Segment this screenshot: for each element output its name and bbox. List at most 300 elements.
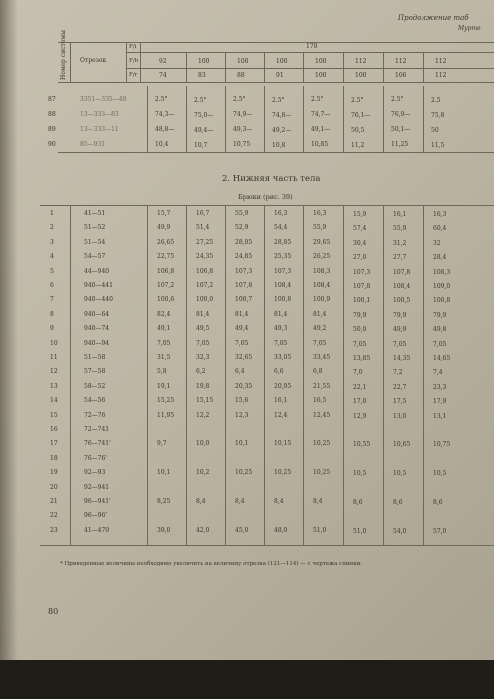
table-cell: 51,0 [353,527,367,535]
table-cell: 10,25 [313,440,331,448]
header-value: 112 [435,58,447,65]
table-cell: 60,4 [433,225,447,233]
table-cell: 7,05 [433,340,447,348]
table-cell: 27,0 [353,254,367,262]
table-cell: 12,2 [196,411,210,419]
row-number: 20 [50,483,58,491]
table-cell: 100,8 [433,297,451,305]
table-cell: 15,25 [157,397,175,405]
table-cell: 10,55 [353,441,371,449]
table-cell: 11,95 [157,411,175,419]
running-head: Продолжение таб [398,14,469,22]
column-rule [343,205,344,545]
table-cell: 22,75 [157,253,175,261]
row-number: 89 [48,126,56,133]
table-cell: 81,4 [235,310,249,318]
table-cell: 2.5 [431,97,441,104]
table-cell: 55,9 [235,210,249,217]
table-cell: 10,85 [311,141,329,148]
row-number: 3 [50,238,54,246]
header-value: 100 [315,72,327,79]
table-cell: 22,7 [393,383,407,391]
table-cell: 2.5° [272,97,285,104]
table-cell: 15,15 [196,397,214,405]
segment-label: 54—56 [84,397,106,405]
table-cell: 108,3 [313,267,331,275]
table-cell: 8,25 [157,498,171,505]
table-cell: 33,45 [313,354,331,361]
column-rule [140,42,141,82]
table-cell: 79,9 [393,311,407,319]
table-cell: 12,4 [274,411,288,419]
segment-label: 92—941 [84,483,110,491]
table-cell: 108,4 [274,282,292,289]
table-cell: 12,45 [313,411,331,419]
table-cell: 15,9 [353,211,367,218]
table-cell: 13,1 [433,412,447,420]
segment-label: 58—52 [84,382,106,390]
segment-label: 940—441 [84,282,113,289]
table-cell: 10,7 [194,142,208,149]
table-cell: 10,75 [433,441,451,449]
table-cell: 7,05 [157,339,171,347]
header-value: 112 [435,72,447,79]
header-value: 100 [237,58,249,65]
row-number: 12 [50,368,58,376]
table-cell: 10,4 [155,141,169,148]
table-cell: 8,4 [196,498,206,505]
column-rule [303,52,304,82]
table-cell: 50 [431,127,439,134]
table-cell: 54,4 [274,224,288,232]
table-cell: 6,8 [313,368,323,376]
table-cell: 24,85 [235,253,253,261]
table-cell: 51,4 [196,224,210,232]
table-cell: 10,25 [274,469,292,477]
column-rule [383,52,384,82]
table-cell: 28,05 [235,238,253,246]
table-rule [58,82,494,83]
table-cell: 16,3 [433,211,447,218]
page-number: 80 [48,607,59,616]
footnote: * Приведенные величины необходимо увеличить на величину отрезка (121—114) — с чертежа спинки. [60,561,363,567]
segment-label: 13—333—11 [80,126,119,133]
table-cell: 50,1— [391,126,411,133]
row-number: 87 [48,96,56,103]
column-rule [225,52,226,82]
table-cell: 28,4 [433,254,447,262]
row-label: F/i [129,44,137,50]
table-cell: 10,5 [393,470,407,478]
table-cell: 2.5° [194,97,207,104]
section-title: 2. Нижняя часть тела [222,174,321,184]
table-cell: 79,9 [353,311,367,319]
table-cell: 17,5 [393,398,407,406]
table-cell: 2.5° [391,96,404,103]
table-cell: 49,9 [157,224,171,232]
table-cell: 21,55 [313,382,331,390]
row-label: F/h [129,58,139,64]
segment-label: 51—52 [84,224,106,232]
table-cell: 30,4 [353,239,367,247]
table-rule [58,152,494,153]
table-cell: 10,5 [353,470,367,478]
table-cell: 8,4 [274,498,284,505]
row-number: 1 [50,210,54,217]
table-cell: 24,35 [196,253,214,261]
table-cell: 8,6 [393,499,403,506]
table-cell: 100,9 [313,296,331,304]
table-cell: 100,1 [353,297,371,305]
column-rule [225,205,226,545]
column-rule [303,86,304,152]
table-cell: 8,4 [313,498,323,505]
table-cell: 25,35 [274,253,292,261]
table-rule [40,545,494,546]
table-cell: 9,7 [157,440,167,448]
table-cell: 100,6 [157,296,175,304]
segment-label: 41—470 [84,526,110,534]
table-cell: 7,05 [235,339,249,347]
segment-label: 13—333—83 [80,111,119,118]
row-label: F/r [129,72,138,78]
table-cell: 31,2 [393,239,407,247]
table-cell: 48,8— [155,126,175,133]
column-header-number: Номер системы [60,30,67,80]
table-cell: 7,05 [353,340,367,348]
table-cell: 107,8 [353,283,371,290]
column-rule [264,205,265,545]
segment-label: 76—76' [84,454,107,462]
table-cell: 49,3 [274,325,288,333]
table-cell: 107,2 [157,282,175,289]
row-number: 6 [50,282,54,289]
table-rule [126,68,494,69]
table-cell: 108,3 [433,268,451,276]
segment-label: 940—94 [84,339,110,347]
table-cell: 52,9 [235,224,249,232]
group-header: 170 [306,43,318,50]
table-cell: 100,8 [274,296,292,304]
table-rule [58,42,494,43]
segment-label: 57—58 [84,368,106,376]
row-number: 10 [50,339,58,347]
column-rule [383,205,384,545]
table-cell: 49,4 [235,325,249,333]
table-cell: 16,3 [274,210,288,217]
segment-label: 940—440 [84,296,113,304]
segment-label: 96—941' [84,498,111,505]
row-number: 4 [50,253,54,261]
column-rule [303,205,304,545]
column-rule [186,205,187,545]
table-cell: 106,8 [196,267,214,275]
header-value: 106 [395,72,407,79]
table-cell: 49,9 [393,326,407,334]
table-cell: 6,6 [274,368,284,376]
table-cell: 81,4 [196,310,210,318]
header-value: 112 [395,58,407,65]
table-cell: 16,3 [313,210,327,217]
table-cell: 8,4 [235,498,245,505]
table-cell: 49,5 [196,325,210,333]
header-value: 74 [159,72,167,79]
table-cell: 10,25 [313,469,331,477]
table-cell: 10,2 [196,469,210,477]
row-number: 8 [50,310,54,318]
column-rule [423,86,424,152]
segment-label: 92—93 [84,469,106,477]
table-cell: 26,65 [157,238,175,246]
table-cell: 32,65 [235,354,253,361]
column-rule [264,86,265,152]
segment-label: 940—64 [84,310,110,318]
table-cell: 31,5 [157,354,171,361]
header-value: 92 [159,58,167,65]
column-rule [186,86,187,152]
table-cell: 51,0 [313,526,327,534]
table-cell: 49,8 [433,326,447,334]
table-cell: 50,0 [353,326,367,334]
table-cell: 7,4 [433,369,443,377]
table-cell: 12,9 [353,412,367,420]
table-cell: 27,7 [393,254,407,262]
table-cell: 10,25 [235,469,253,477]
row-number: 7 [50,296,54,304]
table-cell: 6,4 [235,368,245,376]
row-number: 22 [50,512,58,520]
column-rule [70,205,71,545]
table-cell: 13,85 [353,355,371,362]
table-cell: 14,65 [433,355,451,362]
table-cell: 42,0 [196,526,210,534]
table-cell: 33,05 [274,354,292,361]
segment-label: 51—58 [84,354,106,361]
table-cell: 10,15 [274,440,292,448]
table-cell: 10,65 [393,441,411,449]
table-cell: 16,5 [313,397,327,405]
table-cell: 107,3 [235,267,253,275]
table-cell: 82,4 [157,310,171,318]
segment-label: 940—74 [84,325,110,333]
table-cell: 7,2 [393,369,403,377]
table-cell: 32 [433,239,441,247]
table-cell: 5,8 [157,368,167,376]
segment-label: 54—57 [84,253,106,261]
table-cell: 8,6 [433,499,443,506]
table-cell: 26,25 [313,253,331,261]
table-cell: 16,1 [393,211,407,218]
table-cell: 13,0 [393,412,407,420]
header-value: 91 [276,72,284,79]
table-cell: 16,1 [274,397,288,405]
column-rule [225,86,226,152]
table-cell: 49,3— [233,126,253,133]
row-number: 5 [50,267,54,275]
table-cell: 74,9— [233,111,253,118]
segment-label: 44—940 [84,267,110,275]
segment-label: 72—741 [84,426,110,433]
segment-label: 41—51 [84,210,106,217]
table-cell: 2.5° [311,96,324,103]
table-cell: 107,8 [393,268,411,276]
column-rule [186,52,187,82]
table-cell: 107,3 [353,268,371,276]
table-cell: 7,05 [196,339,210,347]
segment-label: 51—54 [84,238,106,246]
table-cell: 49,1— [311,126,331,133]
table-cell: 22,1 [353,383,367,391]
table-cell: 2.5° [351,97,364,104]
row-number: 21 [50,498,58,505]
column-rule [423,205,424,545]
table-rule [40,205,494,206]
table-cell: 6,2 [196,368,206,376]
row-number: 90 [48,141,56,148]
table-cell: 17,0 [353,398,367,406]
row-number: 2 [50,224,54,232]
column-header-segment: Отрезок [80,57,107,64]
table-cell: 108,4 [313,282,331,289]
table-cell: 20,95 [274,382,292,390]
row-number: 88 [48,111,56,118]
column-rule [147,205,148,545]
row-number: 18 [50,454,58,462]
row-number: 17 [50,440,58,448]
table-cell: 12,3 [235,411,249,419]
row-number: 14 [50,397,58,405]
table-cell: 48,0 [274,526,288,534]
segment-label: 76—741' [84,440,111,448]
table-cell: 11,2 [351,142,365,149]
table-cell: 81,4 [274,310,288,318]
table-cell: 109,0 [433,283,451,290]
table-cell: 10,75 [233,141,251,148]
table-cell: 15,7 [157,210,171,217]
header-value: 83 [198,72,206,79]
subsection-title: Брюки (рис. 39) [238,193,293,201]
header-value: 100 [276,58,288,65]
table-cell: 14,35 [393,355,411,362]
table-cell: 16,7 [196,210,210,217]
column-rule [264,52,265,82]
column-rule [423,52,424,82]
table-cell: 39,0 [157,526,171,534]
table-cell: 54,0 [393,527,407,535]
segment-label: 72—76 [84,411,106,419]
row-number: 13 [50,382,58,390]
table-cell: 55,9 [393,225,407,233]
table-cell: 55,9 [313,224,327,232]
table-cell: 45,0 [235,526,249,534]
table-cell: 79,9 [433,311,447,319]
table-cell: 10,1 [235,440,249,448]
table-cell: 10,5 [433,470,447,478]
table-cell: 57,0 [433,527,447,535]
column-rule [343,52,344,82]
column-rule [343,86,344,152]
row-number: 15 [50,411,58,419]
table-cell: 10,1 [157,469,171,477]
table-cell: 76,9— [391,111,411,118]
table-rule [126,52,494,53]
row-number: 19 [50,469,58,477]
table-cell: 75,8 [431,112,445,119]
table-cell: 106,8 [157,267,175,275]
table-cell: 32,3 [196,354,210,361]
table-cell: 100,7 [235,296,253,304]
segment-label: 3351—335—49 [80,96,127,103]
table-cell: 7,05 [393,340,407,348]
table-cell: 10,0 [196,440,210,448]
table-cell: 23,3 [433,383,447,391]
segment-label: 96—96' [84,512,107,520]
table-cell: 74,7— [311,111,331,118]
table-cell: 7,05 [274,339,288,347]
table-cell: 7,05 [313,339,327,347]
table-cell: 50,5 [351,127,365,134]
header-value: 88 [237,72,245,79]
table-cell: 49,2— [272,127,292,134]
table-cell: 100,0 [196,296,214,304]
table-cell: 100,5 [393,297,411,305]
table-cell: 74,8— [272,112,292,119]
column-rule [383,86,384,152]
running-head-continued: Мурте [458,25,481,32]
row-number: 16 [50,426,58,433]
header-value: 100 [315,58,327,65]
table-cell: 28,85 [274,238,292,246]
table-cell: 19,1 [157,382,171,390]
table-cell: 75,0— [194,112,214,119]
table-cell: 76,1— [351,112,371,119]
row-number: 23 [50,526,58,534]
table-cell: 107,3 [274,267,292,275]
table-cell: 49,4— [194,127,214,134]
table-cell: 108,4 [393,283,411,290]
header-value: 100 [198,58,210,65]
table-cell: 2.5° [233,96,246,103]
table-cell: 2.5° [155,96,168,103]
table-cell: 19,8 [196,382,210,390]
table-cell: 10,8 [272,142,286,149]
table-cell: 49,1 [157,325,171,333]
table-cell: 49,2 [313,325,327,333]
background-surface [0,660,494,699]
header-value: 100 [355,72,367,79]
segment-label: 85—931 [80,141,106,148]
table-cell: 11,25 [391,141,409,148]
table-cell: 29,65 [313,238,331,246]
table-cell: 57,4 [353,225,367,233]
table-cell: 15,6 [235,397,249,405]
table-cell: 8,6 [353,499,363,506]
table-cell: 107,8 [235,282,253,289]
table-cell: 107,2 [196,282,214,289]
row-number: 9 [50,325,54,333]
row-number: 11 [50,354,58,361]
header-value: 112 [355,58,367,65]
table-cell: 20,35 [235,382,253,390]
table-cell: 17,9 [433,398,447,406]
table-cell: 74,3— [155,111,175,118]
table-cell: 81,4 [313,310,327,318]
table-cell: 27,25 [196,238,214,246]
table-cell: 11,5 [431,142,445,149]
table-cell: 7,0 [353,369,363,377]
column-rule [147,86,148,152]
column-rule [70,42,71,82]
